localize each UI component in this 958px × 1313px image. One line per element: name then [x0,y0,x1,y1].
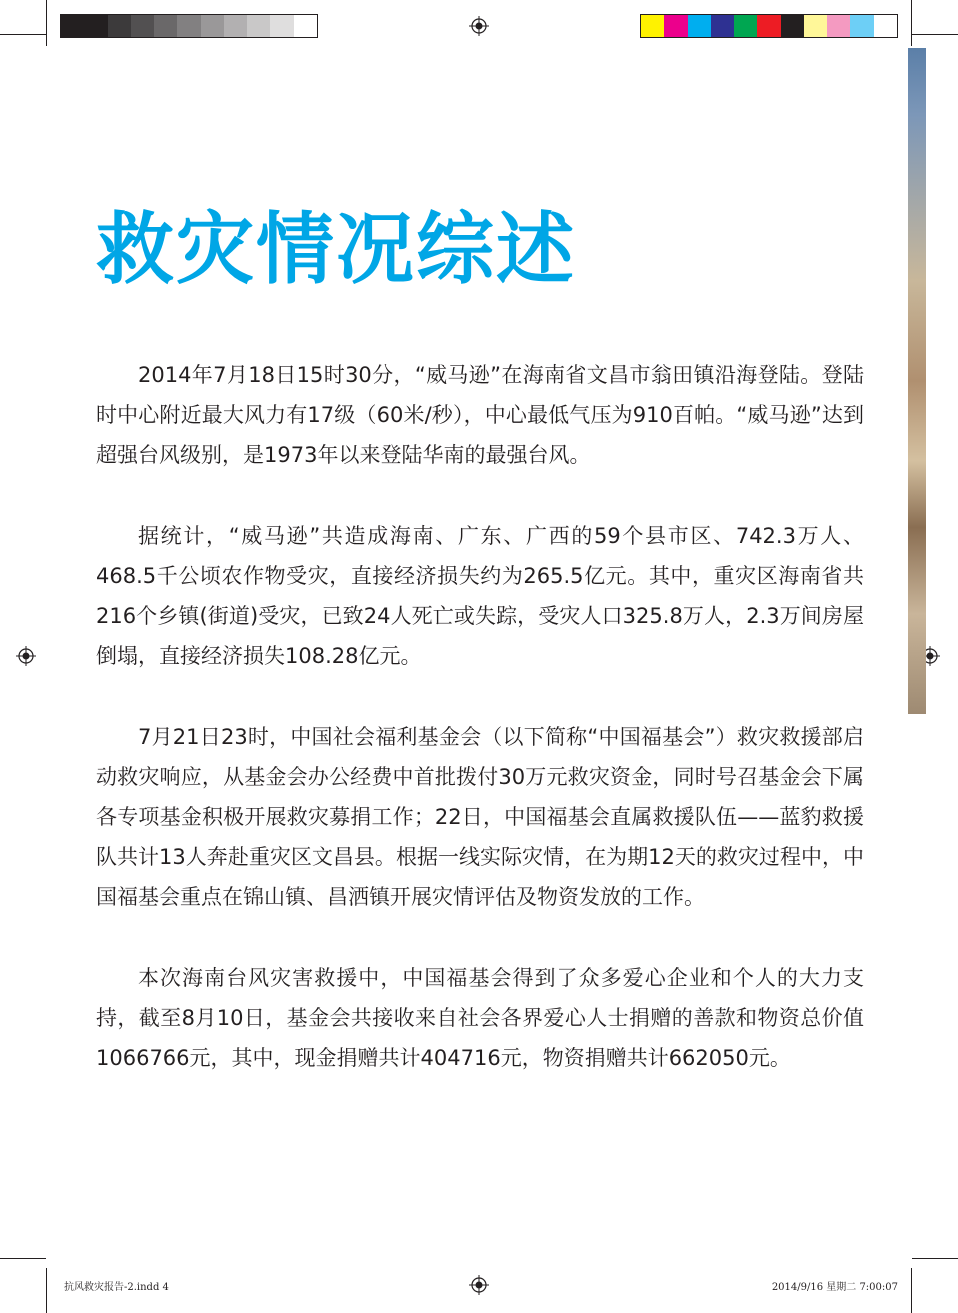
calibration-swatch [131,15,154,37]
crop-mark [911,0,912,46]
calibration-swatch [804,15,827,37]
crop-mark [912,1258,958,1259]
calibration-swatch [177,15,200,37]
calibration-swatch [664,15,687,37]
crop-mark [0,1258,46,1259]
paragraph-typhoon-landfall: 2014年7月18日15时30分，“威马逊”在海南省文昌市翁田镇沿海登陆。登陆时中心附近最大风力有17级（60米/秒），中心最低气压为910百帕。“威马逊”达到超强台风级别，是1973年以来登陆华南的最强台风。 [96,363,864,467]
calibration-swatch [711,15,734,37]
calibration-swatch [874,15,897,37]
crop-mark [911,1268,912,1313]
calibration-swatch [108,15,131,37]
grayscale-calibration-bar [60,14,318,38]
page-title: 救灾情况综述 [96,205,577,295]
calibration-swatch [850,15,873,37]
crop-mark [46,0,47,46]
crop-mark [0,34,46,35]
calibration-swatch [201,15,224,37]
calibration-swatch [61,15,84,37]
calibration-swatch [688,15,711,37]
calibration-swatch [154,15,177,37]
footer-file-name: 抗风救灾报告-2.indd 4 [64,1282,169,1293]
registration-mark-icon [469,16,489,36]
calibration-swatch [827,15,850,37]
calibration-swatch [294,15,317,37]
paragraph-relief-response: 7月21日23时，中国社会福利基金会（以下简称“中国福基会”）救灾救援部启动救灾响应，从基金会办公经费中首批拨付30万元救灾资金，同时号召基金会下属各专项基金积极开展救灾募捐工作；22日，中国福基会直属救援队伍——蓝豹救援队共计13人奔赴重灾区文昌县。根据一线实际灾情，在为期12天的救灾过程中，中国福基会重点在锦山镇、昌洒镇开展灾情评估及物资发放的工作。 [96,725,864,909]
calibration-swatch [757,15,780,37]
calibration-swatch [247,15,270,37]
paragraph-donations: 本次海南台风灾害救援中，中国福基会得到了众多爱心企业和个人的大力支持，截至8月10日，基金会共接收来自社会各界爱心人士捐赠的善款和物资总价值1066766元，其中，现金捐赠共计404716元，物资捐赠共计662050元。 [96,966,864,1070]
calibration-swatch [641,15,664,37]
calibration-swatch [734,15,757,37]
paragraph-damage-statistics: 据统计，“威马逊”共造成海南、广东、广西的59个县市区、742.3万人、468.5千公顷农作物受灾，直接经济损失约为265.5亿元。其中，重灾区海南省共216个乡镇(街道)受灾，已致24人死亡或失踪，受灾人口325.8万人，2.3万间房屋倒塌，直接经济损失108.28亿元。 [96,524,864,668]
registration-mark-icon [469,1275,489,1295]
calibration-swatch [84,15,107,37]
calibration-swatch [781,15,804,37]
crop-mark [912,34,958,35]
registration-mark-icon [16,646,36,666]
footer-timestamp: 2014/9/16 星期二 7:00:07 [771,1282,898,1293]
color-calibration-bar [640,14,898,38]
crop-mark [46,1268,47,1313]
article-body [96,355,864,1119]
calibration-swatch [224,15,247,37]
disaster-photo-edge [908,48,926,714]
calibration-swatch [270,15,293,37]
